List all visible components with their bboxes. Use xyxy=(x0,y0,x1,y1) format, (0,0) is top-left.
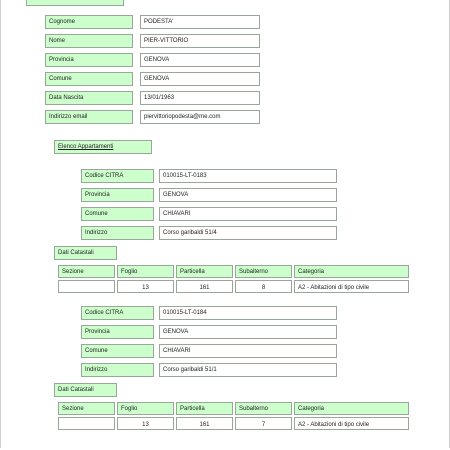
apt2-label-codice-citra: Codice CITRA xyxy=(81,306,154,320)
apt1-label-comune: Comune xyxy=(81,207,154,221)
apt1-value-comune: CHIAVARI xyxy=(159,207,337,221)
apt2-header-categoria: Categoria xyxy=(294,402,409,415)
apt1-cell-sezione xyxy=(58,280,115,293)
apt2-value-codice-citra: 010015-LT-0184 xyxy=(159,306,337,320)
owner-value-comune: GENOVA xyxy=(140,72,260,86)
apt2-cell-subalterno: 7 xyxy=(235,417,292,430)
apt2-value-indirizzo: Corso garibaldi 51/1 xyxy=(159,363,337,377)
apt1-value-provincia: GENOVA xyxy=(159,188,337,202)
owner-label-data-nascita: Data Nascita xyxy=(45,91,133,105)
apt1-header-sezione: Sezione xyxy=(58,265,115,278)
apartments-heading[interactable]: Elenco Appartamenti xyxy=(54,140,152,154)
apt2-cell-sezione xyxy=(58,417,115,430)
apt1-header-categoria: Categoria xyxy=(294,265,409,278)
owner-label-email: Indirizzo email xyxy=(45,110,133,124)
apt1-label-codice-citra: Codice CITRA xyxy=(81,169,154,183)
apt2-cadastral-heading: Dati Catastali xyxy=(54,383,117,397)
owner-value-cognome: PODESTA' xyxy=(140,15,260,29)
owner-label-cognome: Cognome xyxy=(45,15,133,29)
apt2-cell-particella: 161 xyxy=(176,417,233,430)
apt1-value-codice-citra: 010015-LT-0183 xyxy=(159,169,337,183)
apt2-label-comune: Comune xyxy=(81,344,154,358)
apt2-cell-categoria: A2 - Abitazioni di tipo civile xyxy=(294,417,409,430)
owner-value-data-nascita: 13/01/1963 xyxy=(140,91,260,105)
section-header-tab xyxy=(26,0,124,6)
owner-value-nome: PIER-VITTORIO xyxy=(140,34,260,48)
apt2-header-particella: Particella xyxy=(176,402,233,415)
apt1-cell-subalterno: 8 xyxy=(235,280,292,293)
apt2-header-foglio: Foglio xyxy=(117,402,174,415)
apt1-label-indirizzo: Indirizzo xyxy=(81,226,154,240)
apt1-header-subalterno: Subalterno xyxy=(235,265,292,278)
apt2-value-provincia: GENOVA xyxy=(159,325,337,339)
apt1-cadastral-heading: Dati Catastali xyxy=(54,246,117,260)
owner-label-comune: Comune xyxy=(45,72,133,86)
apt1-cell-categoria: A2 - Abitazioni di tipo civile xyxy=(294,280,409,293)
apt1-cell-particella: 161 xyxy=(176,280,233,293)
owner-value-email: piervittoriopodesta@me.com xyxy=(140,110,260,124)
apt2-value-comune: CHIAVARI xyxy=(159,344,337,358)
apt2-header-subalterno: Subalterno xyxy=(235,402,292,415)
owner-label-nome: Nome xyxy=(45,34,133,48)
apt1-label-provincia: Provincia xyxy=(81,188,154,202)
owner-value-provincia: GENOVA xyxy=(140,53,260,67)
owner-label-provincia: Provincia xyxy=(45,53,133,67)
apt2-cell-foglio: 13 xyxy=(117,417,174,430)
apt2-label-indirizzo: Indirizzo xyxy=(81,363,154,377)
apt1-cell-foglio: 13 xyxy=(117,280,174,293)
apt2-header-sezione: Sezione xyxy=(58,402,115,415)
apt1-header-foglio: Foglio xyxy=(117,265,174,278)
apt2-label-provincia: Provincia xyxy=(81,325,154,339)
apt1-header-particella: Particella xyxy=(176,265,233,278)
apt1-value-indirizzo: Corso garibaldi 51/4 xyxy=(159,226,337,240)
